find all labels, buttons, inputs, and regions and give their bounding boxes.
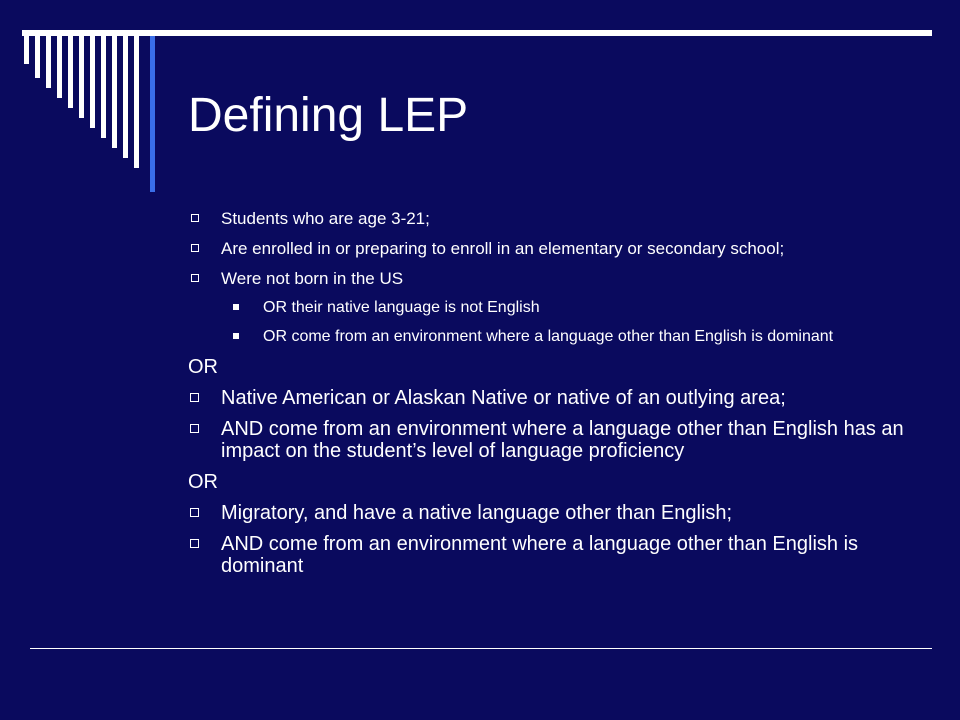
sub-bullet-text: OR their native language is not English (263, 299, 540, 316)
decor-bar (101, 36, 106, 138)
decor-bar (46, 36, 51, 88)
decor-bar (79, 36, 84, 118)
bullet-text: Are enrolled in or preparing to enroll in an elementary or secondary school; (221, 239, 785, 258)
filled-square-bullet-icon (233, 333, 239, 339)
bullet-text: AND come from an environment where a language other than English has an impact on the student’s level of language proficiency (221, 418, 904, 462)
slide-body (188, 208, 908, 586)
decor-bar (68, 36, 73, 108)
sub-bullet-text: OR come from an environment where a language other than English is dominant (263, 328, 834, 345)
decor-bar (35, 36, 40, 78)
decor-bar (123, 36, 128, 158)
sub-bullet-item (188, 298, 908, 317)
sub-bullet-item (188, 327, 908, 346)
decor-bar (134, 36, 139, 168)
bullet-item (188, 208, 908, 229)
decor-bar (57, 36, 62, 98)
decor-bar (150, 36, 155, 192)
bullet-text: Were not born in the US (221, 269, 404, 288)
slide-title: Defining LEP (188, 89, 469, 142)
bullet-text: AND come from an environment where a language other than English is dominant (221, 533, 859, 577)
bullet-item (188, 387, 908, 409)
square-bullet-icon (190, 539, 199, 548)
square-bullet-icon (191, 274, 199, 282)
decor-bar (90, 36, 95, 128)
bottom-rule (30, 648, 932, 649)
bullet-text: Students who are age 3-21; (221, 209, 430, 228)
square-bullet-icon (191, 244, 199, 252)
square-bullet-icon (190, 508, 199, 517)
bullet-text: Migratory, and have a native language other than English; (221, 502, 733, 524)
or-separator: OR (188, 471, 218, 493)
square-bullet-icon (190, 393, 199, 402)
bullet-item (188, 268, 908, 289)
square-bullet-icon (191, 214, 199, 222)
bullet-item (188, 533, 908, 577)
bullet-item (188, 502, 908, 524)
bullet-item (188, 238, 908, 259)
filled-square-bullet-icon (233, 304, 239, 310)
decor-bar (112, 36, 117, 148)
bullet-item (188, 418, 908, 462)
bullet-text: Native American or Alaskan Native or native of an outlying area; (221, 387, 786, 409)
or-separator: OR (188, 356, 218, 378)
top-rule (22, 30, 932, 36)
square-bullet-icon (190, 424, 199, 433)
decor-bar (24, 36, 29, 64)
